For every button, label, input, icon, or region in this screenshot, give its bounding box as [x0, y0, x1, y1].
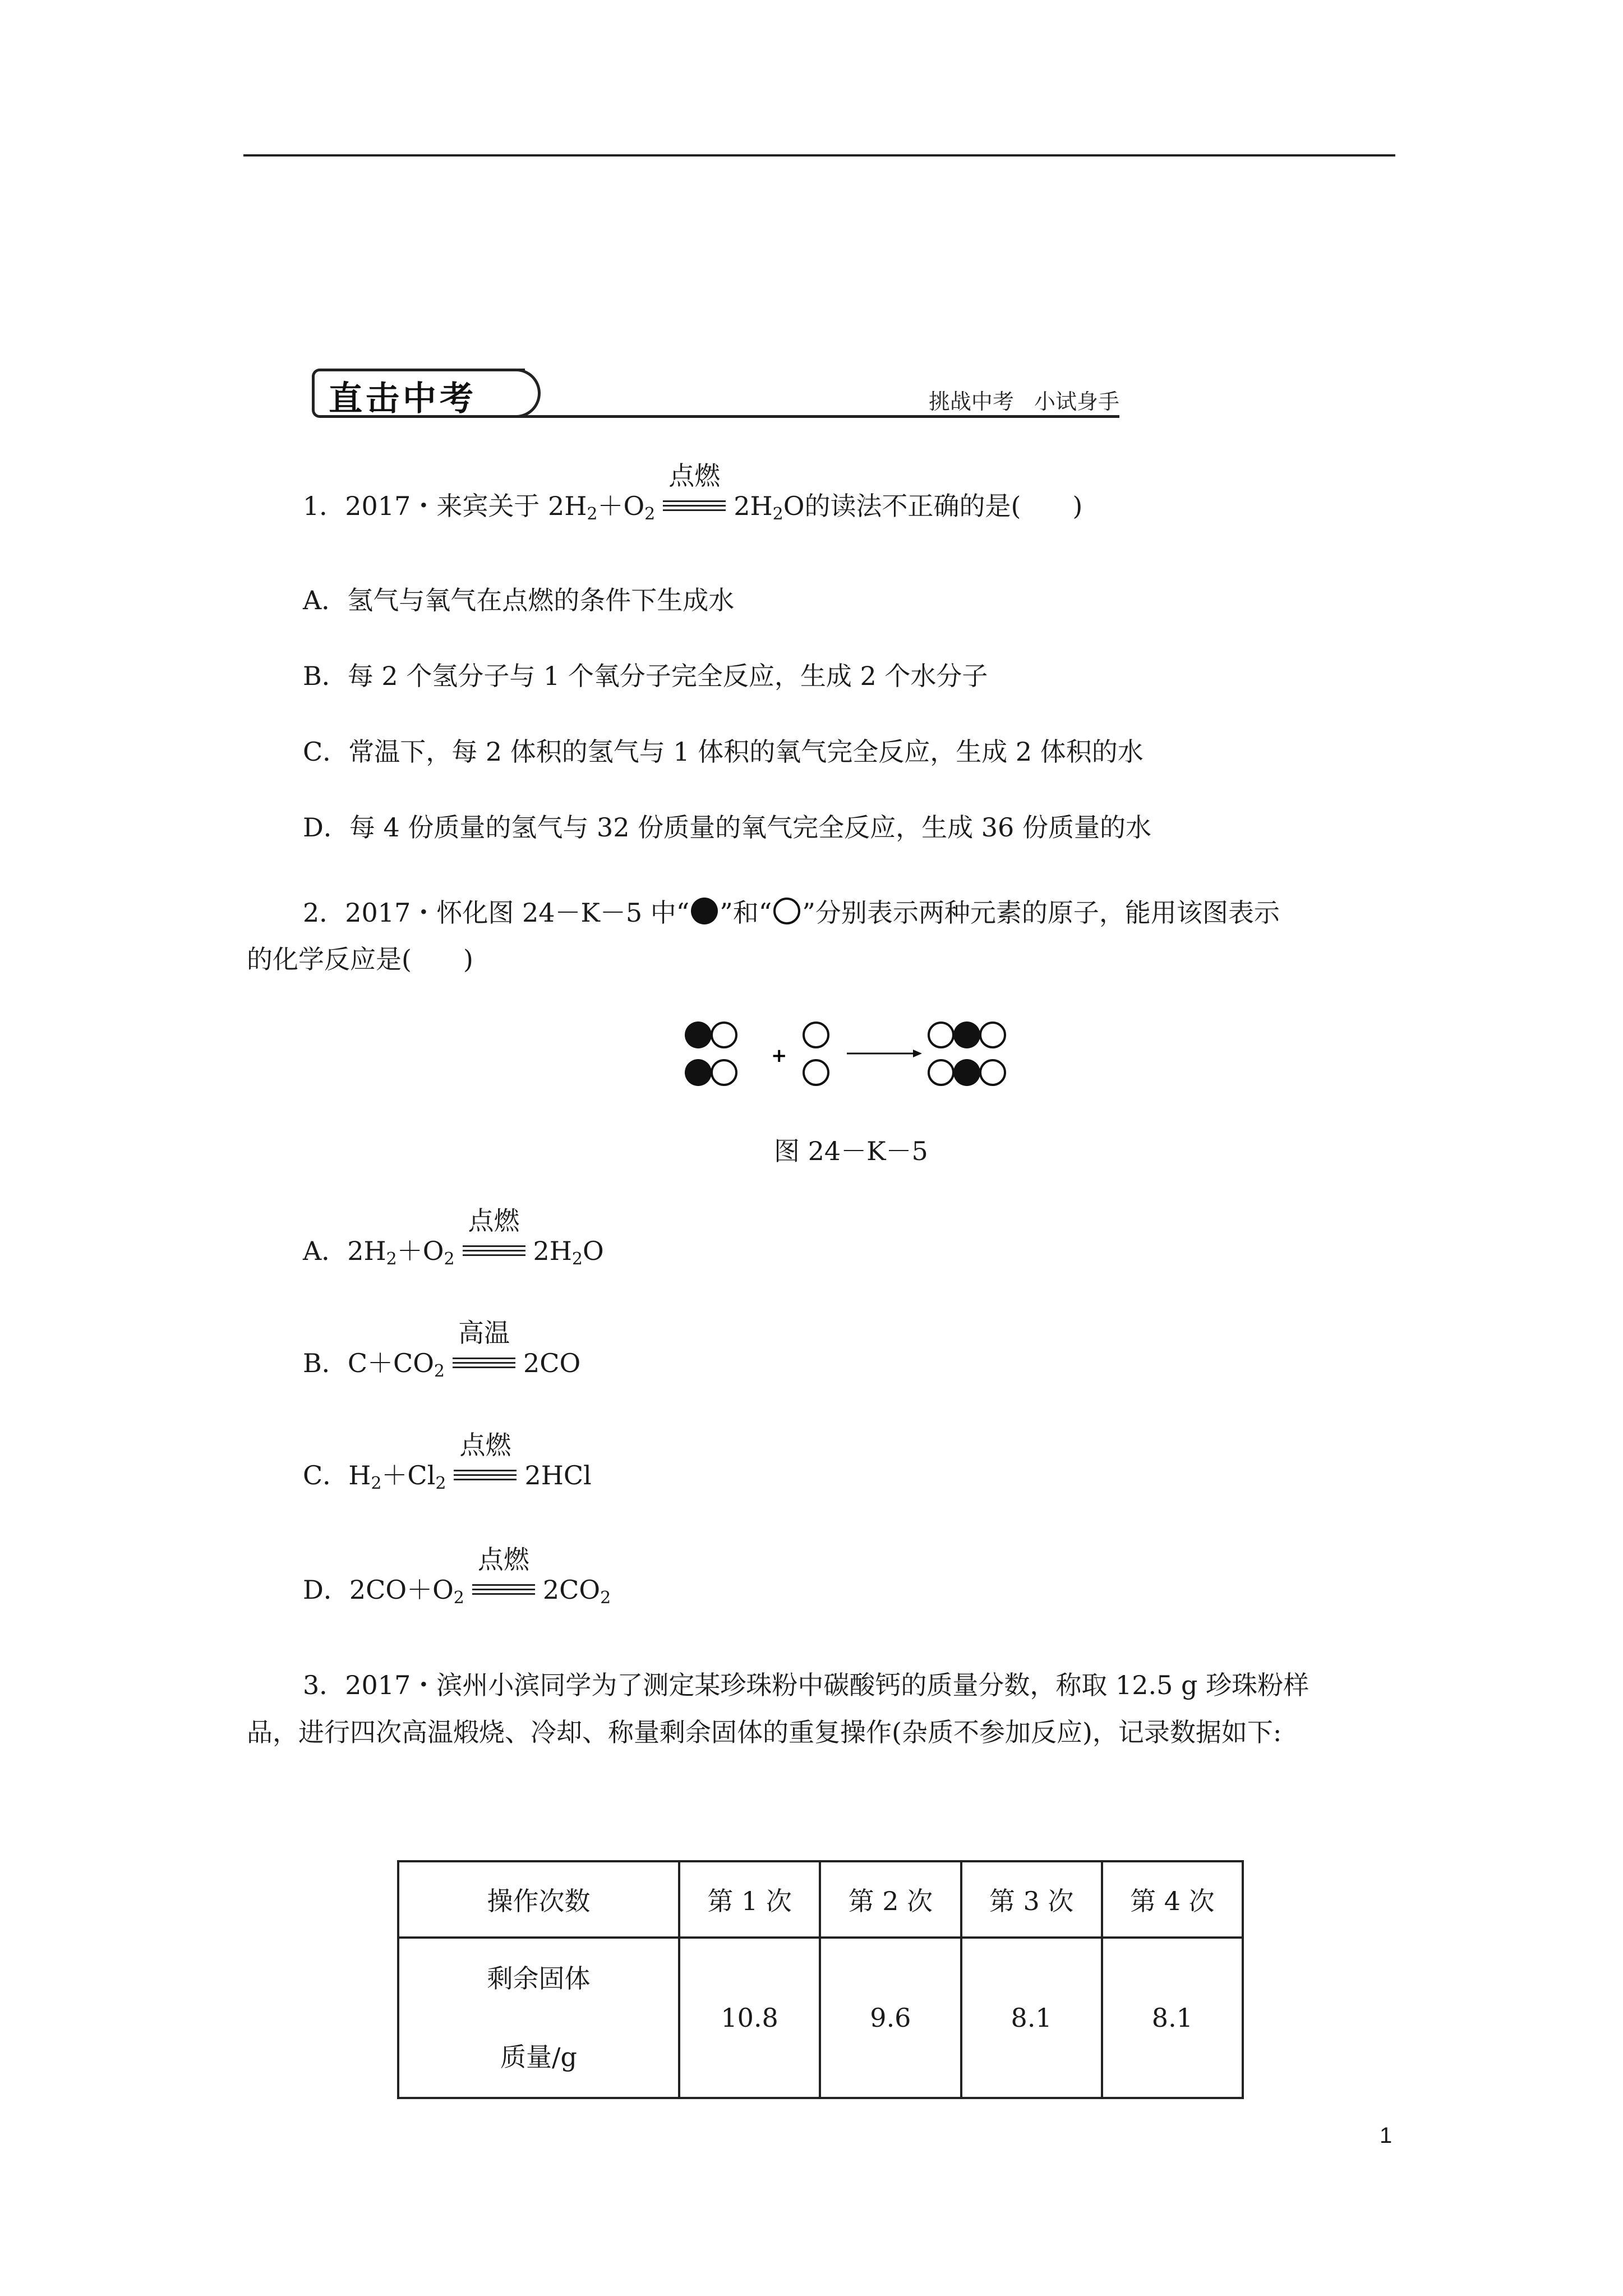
- table-header-cell: 操作次数: [398, 1861, 679, 1938]
- table-cell: 9.6: [820, 1938, 961, 2098]
- q1-condition-text: 点燃: [668, 461, 721, 491]
- q2-option-c: C．$H_2+Cl_2$ 点燃 2HCl: [303, 1458, 592, 1492]
- q2-text-a: 2．2017・怀化图 24－K－5 中“: [303, 898, 690, 928]
- question-3-line-1: 3．2017・滨州小滨同学为了测定某珍珠粉中碳酸钙的质量分数，称取 12.5 g 珍珠粉样: [303, 1670, 1310, 1700]
- table-header-row: [398, 1861, 1243, 1938]
- q2-a-condition: [460, 1205, 528, 1268]
- table-cell: 8.1: [1102, 1938, 1243, 2098]
- q2-d-condition: [470, 1544, 537, 1607]
- q2-option-a: A．$2H_2+O_2$ 点燃 $2H_2O$: [303, 1234, 604, 1268]
- table-header-cell: 第 3 次: [961, 1861, 1102, 1938]
- q1-option-c: C．常温下，每 2 体积的氢气与 1 体积的氧气完全反应，生成 2 体积的水: [303, 737, 1144, 767]
- data-table: [397, 1860, 1244, 2099]
- question-1: [303, 461, 1083, 524]
- product-molecules: [929, 1022, 1005, 1086]
- plus-sign: +: [771, 1045, 787, 1067]
- q2-option-b: B．$C+CO_2$ 高温 2CO: [303, 1346, 580, 1380]
- reaction-arrow: [847, 1050, 922, 1057]
- banner-subtitle: 挑战中考 小试身手: [928, 389, 1119, 414]
- q1-product: $2H_2O$: [734, 491, 805, 524]
- q2-option-a-label: A．: [303, 1236, 348, 1266]
- q1-option-d: D．每 4 份质量的氢气与 32 份质量的氧气完全反应，生成 36 份质量的水: [303, 812, 1151, 843]
- q2-d-condition-text: 点燃: [477, 1544, 529, 1575]
- q1-option-b: B．每 2 个氢分子与 1 个氧分子完全反应，生成 2 个水分子: [303, 661, 988, 691]
- q2-b-condition: [450, 1318, 518, 1380]
- page-number: 1: [1380, 2123, 1393, 2148]
- q2-text-c: ”分别表示两种元素的原子，能用该图表示: [802, 898, 1280, 928]
- q2-option-d-label: D．: [303, 1575, 349, 1605]
- table-header-cell: 第 2 次: [820, 1861, 961, 1938]
- banner-underline: [525, 415, 1119, 418]
- table-header-cell: 第 4 次: [1102, 1861, 1243, 1938]
- filled-atom-icon: [689, 896, 720, 926]
- banner-title: 直击中考: [329, 379, 477, 418]
- header-rule: [243, 154, 1395, 157]
- reactant-molecule-2: [804, 1023, 828, 1085]
- q2-option-d: D．$2CO+O_2$ 点燃 $2CO_2$: [303, 1573, 611, 1607]
- question-3-line-2: 品，进行四次高温煅烧、冷却、称量剩余固体的重复操作(杂质不参加反应)，记录数据如下:: [247, 1717, 1282, 1747]
- table-cell: 10.8: [679, 1938, 820, 2098]
- q2-b-condition-text: 高温: [458, 1318, 510, 1348]
- q2-a-condition-text: 点燃: [468, 1205, 520, 1236]
- q1-option-a: A．氢气与氧气在点燃的条件下生成水: [303, 585, 735, 615]
- q2-option-b-label: B．: [303, 1348, 348, 1378]
- q2-c-condition: [451, 1430, 519, 1492]
- q1-equation: $2H_2+O_2$: [547, 491, 656, 524]
- row-label-line-2: 质量/g: [500, 2042, 577, 2072]
- table-header-cell: 第 1 次: [679, 1861, 820, 1938]
- figure-caption: 图 24－K－5: [774, 1136, 928, 1166]
- table-row-label: [398, 1938, 679, 2098]
- question-2-line-1: [303, 896, 1280, 930]
- q2-option-c-label: C．: [303, 1460, 349, 1490]
- q1-suffix: 的读法不正确的是( ): [804, 491, 1083, 521]
- section-banner: [312, 369, 1119, 422]
- table-cell: 8.1: [961, 1938, 1102, 2098]
- reactant-molecules: [685, 1022, 736, 1086]
- q1-reaction-condition: [661, 461, 728, 523]
- table-row: [398, 1938, 1243, 2098]
- row-label-line-1: 剩余固体: [487, 1963, 591, 1994]
- q2-c-condition-text: 点燃: [459, 1430, 511, 1460]
- reaction-diagram: [684, 1013, 1021, 1097]
- hollow-atom-icon: [772, 896, 802, 926]
- q1-prefix: 1．2017・来宾关于: [303, 491, 540, 521]
- question-2-line-2: 的化学反应是( ): [247, 944, 473, 974]
- q2-text-b: ”和“: [720, 898, 772, 928]
- banner-frame-cap: [509, 369, 541, 418]
